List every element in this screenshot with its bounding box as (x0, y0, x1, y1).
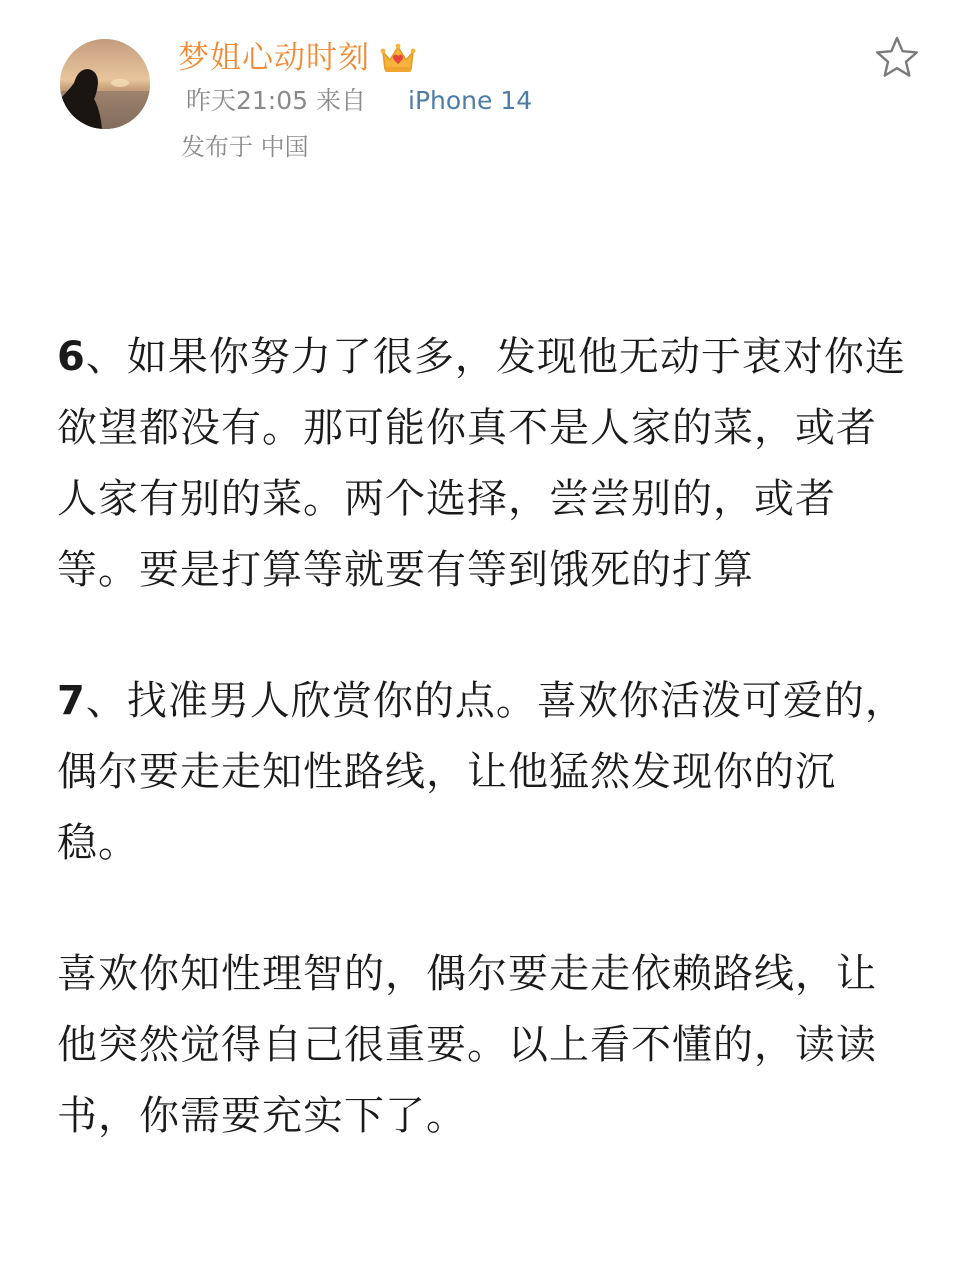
paragraph-6 (57, 322, 907, 606)
post-body (57, 322, 907, 1152)
post-location: 发布于 中国 (181, 133, 309, 161)
post-time-source: 昨天21:05 来自 (186, 86, 366, 115)
crown-icon (380, 41, 416, 75)
paragraph-7 (57, 666, 907, 879)
paragraph-text: 、找准男人欣赏你的点。喜欢你活泼可爱的，偶尔要走走知性路线，让他猛然发现你的沉稳。 (57, 678, 906, 866)
paragraph-text: 喜欢你知性理智的，偶尔要走走依赖路线，让他突然觉得自己很重要。以上看不懂的，读读书，你需要充实下了。 (57, 951, 877, 1139)
device-link[interactable]: iPhone 14 (408, 86, 533, 115)
paragraph-number: 6 (57, 334, 86, 380)
avatar[interactable] (60, 39, 150, 129)
author-row (178, 36, 416, 80)
paragraph-7-continued (57, 939, 907, 1152)
post-header (0, 0, 960, 200)
post-meta (186, 84, 532, 118)
star-outline-icon[interactable] (873, 34, 921, 80)
author-name[interactable]: 梦姐心动时刻 (178, 40, 370, 76)
paragraph-number: 7 (57, 678, 86, 724)
avatar-image (60, 39, 150, 129)
paragraph-text: 、如果你努力了很多，发现他无动于衷对你连欲望都没有。那可能你真不是人家的菜，或者人家有别的菜。两个选择，尝尝别的，或者等。要是打算等就要有等到饿死的打算 (57, 334, 906, 593)
